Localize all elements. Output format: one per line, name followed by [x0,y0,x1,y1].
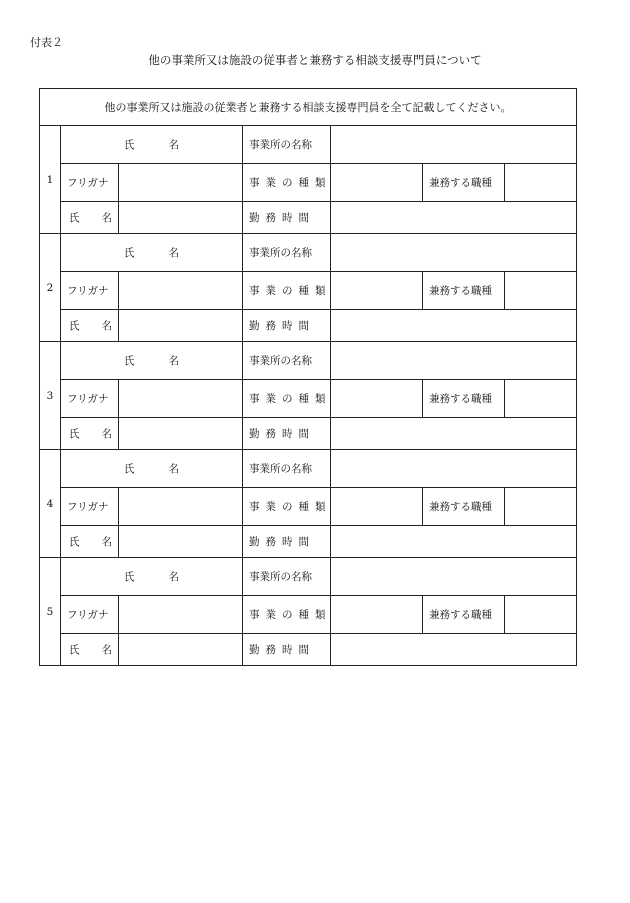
office-name-label: 事業所の名称 [243,558,331,596]
entry-number: 1 [40,126,61,234]
entry-row-furigana [40,272,577,310]
entry-row-header [40,450,577,488]
name-header [61,126,243,164]
furigana-field[interactable] [119,488,243,526]
name-header [61,234,243,272]
concurrent-job-label: 兼務する職種 [423,380,505,418]
work-hours-label: 勤務時間 [243,310,331,342]
furigana-label: フリガナ [61,164,119,202]
office-name-field[interactable] [331,342,577,380]
entry-number: 3 [40,342,61,450]
name-header-b: 名 [168,355,179,367]
entry-row-furigana [40,380,577,418]
name-label [61,634,119,666]
office-name-field[interactable] [331,234,577,272]
name-header-a: 氏 [124,355,135,367]
furigana-field[interactable] [119,272,243,310]
work-hours-field[interactable] [331,202,577,234]
staff-form-table [39,88,577,666]
business-type-label: 事業の種類 [243,488,331,526]
work-hours-field[interactable] [331,418,577,450]
name-header [61,450,243,488]
office-name-label: 事業所の名称 [243,126,331,164]
concurrent-job-label: 兼務する職種 [423,164,505,202]
entry-row-header [40,126,577,164]
office-name-field[interactable] [331,558,577,596]
name-label-a: 氏 [69,320,80,332]
entry-row-header [40,558,577,596]
name-field[interactable] [119,634,243,666]
entry-row-furigana [40,596,577,634]
business-type-field[interactable] [331,596,423,634]
name-header-a: 氏 [124,247,135,259]
office-name-field[interactable] [331,126,577,164]
furigana-field[interactable] [119,596,243,634]
entry-row-header [40,234,577,272]
business-type-field[interactable] [331,164,423,202]
page-title: 他の事業所又は施設の従事者と兼務する相談支援専門員について [148,53,482,67]
business-type-label: 事業の種類 [243,380,331,418]
name-label [61,310,119,342]
business-type-field[interactable] [331,488,423,526]
name-label-a: 氏 [69,536,80,548]
office-name-field[interactable] [331,450,577,488]
work-hours-label: 勤務時間 [243,526,331,558]
furigana-label: フリガナ [61,380,119,418]
business-type-field[interactable] [331,272,423,310]
name-label-a: 氏 [69,212,80,224]
furigana-field[interactable] [119,164,243,202]
concurrent-job-field[interactable] [505,488,577,526]
furigana-field[interactable] [119,380,243,418]
concurrent-job-field[interactable] [505,380,577,418]
concurrent-job-label: 兼務する職種 [423,488,505,526]
instruction-text: 他の事業所又は施設の従業者と兼務する相談支援専門員を全て記載してください。 [40,89,577,126]
office-name-label: 事業所の名称 [243,234,331,272]
name-label [61,418,119,450]
name-label [61,202,119,234]
name-field[interactable] [119,310,243,342]
name-header-b: 名 [168,463,179,475]
entry-row-name [40,310,577,342]
name-label-b: 名 [101,644,112,656]
name-label-b: 名 [101,428,112,440]
furigana-label: フリガナ [61,596,119,634]
business-type-label: 事業の種類 [243,596,331,634]
entry-row-furigana [40,488,577,526]
name-field[interactable] [119,202,243,234]
entry-number: 5 [40,558,61,666]
name-label-a: 氏 [69,644,80,656]
concurrent-job-field[interactable] [505,164,577,202]
name-label-b: 名 [101,536,112,548]
business-type-label: 事業の種類 [243,272,331,310]
furigana-label: フリガナ [61,488,119,526]
name-header-b: 名 [168,571,179,583]
work-hours-field[interactable] [331,310,577,342]
concurrent-job-field[interactable] [505,272,577,310]
entry-row-name [40,202,577,234]
name-field[interactable] [119,526,243,558]
entry-row-name [40,634,577,666]
form-body [40,89,577,666]
office-name-label: 事業所の名称 [243,450,331,488]
name-field[interactable] [119,418,243,450]
concurrent-job-label: 兼務する職種 [423,596,505,634]
name-label-b: 名 [101,320,112,332]
work-hours-label: 勤務時間 [243,418,331,450]
appendix-label: 付表２ [30,36,63,49]
name-header-a: 氏 [124,139,135,151]
entry-row-furigana [40,164,577,202]
entry-row-name [40,418,577,450]
name-header [61,342,243,380]
name-header-b: 名 [168,139,179,151]
name-label-a: 氏 [69,428,80,440]
entry-number: 4 [40,450,61,558]
work-hours-field[interactable] [331,634,577,666]
name-header [61,558,243,596]
concurrent-job-field[interactable] [505,596,577,634]
entry-row-header [40,342,577,380]
work-hours-label: 勤務時間 [243,202,331,234]
name-header-a: 氏 [124,571,135,583]
name-label [61,526,119,558]
name-label-b: 名 [101,212,112,224]
work-hours-label: 勤務時間 [243,634,331,666]
entry-number: 2 [40,234,61,342]
work-hours-field[interactable] [331,526,577,558]
name-header-a: 氏 [124,463,135,475]
furigana-label: フリガナ [61,272,119,310]
office-name-label: 事業所の名称 [243,342,331,380]
name-header-b: 名 [168,247,179,259]
instruction-row [40,89,577,126]
business-type-label: 事業の種類 [243,164,331,202]
concurrent-job-label: 兼務する職種 [423,272,505,310]
business-type-field[interactable] [331,380,423,418]
entry-row-name [40,526,577,558]
